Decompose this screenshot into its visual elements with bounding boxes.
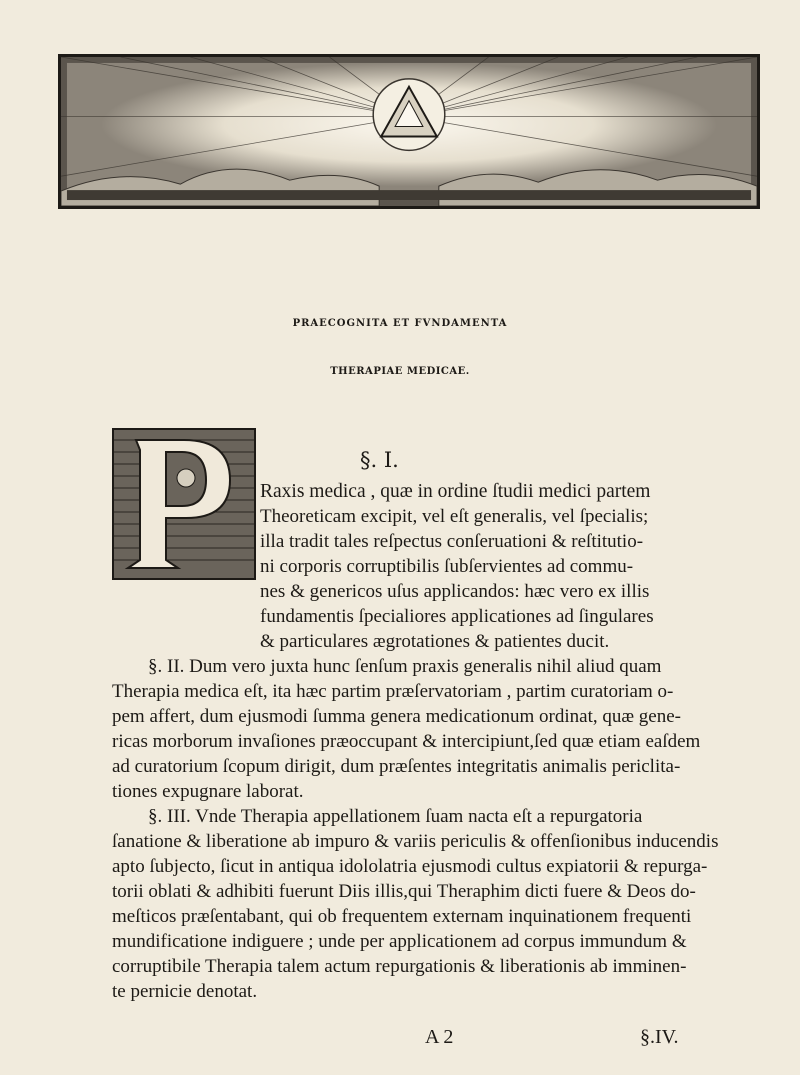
text-line: corruptibile Therapia talem actum repurgationis & liberationis ab imminen- xyxy=(112,956,687,977)
text-line: ſanatione & liberatione ab impuro & variis periculis & offenſionibus inducendis xyxy=(112,831,719,852)
text-line: tiones expugnare laborat. xyxy=(112,781,304,802)
text-line: Therapia medica eſt, ita hæc partim præſervatoriam , partim curatoriam o- xyxy=(112,681,674,702)
text-line: nes & genericos uſus applicandos: hæc vero ex illis xyxy=(260,581,650,602)
decorated-initial-p xyxy=(112,428,256,580)
text-line: fundamentis ſpecialiores applicationes ad ſingulares xyxy=(260,606,654,627)
text-line: pem affert, dum ejusmodi ſumma genera medicationum ordinat, quæ gene- xyxy=(112,706,681,727)
text-line: ricas morborum invaſiones præoccupant & intercipiunt,ſed quæ etiam eaſdem xyxy=(112,731,701,752)
letter-p-ornament-icon xyxy=(114,430,254,578)
text-line: §. III. Vnde Therapia appellationem ſuam nacta eſt a repurgatoria xyxy=(148,806,643,827)
text-line: & particulares ægrotationes & patientes ducit. xyxy=(260,631,610,652)
page-subtitle: THERAPIAE MEDICAE. xyxy=(330,366,470,377)
page-title: PRAECOGNITA ET FVNDAMENTA xyxy=(292,318,508,329)
text-line: torii oblati & adhibiti fuerunt Diis illis,qui Theraphim dicti fuere & Deos do- xyxy=(112,881,696,902)
text-line: Raxis medica , quæ in ordine ſtudii medici partem xyxy=(260,481,651,502)
text-line: Theoreticam excipit, vel eſt generalis, vel ſpecialis; xyxy=(260,506,649,527)
catchword: §.IV. xyxy=(640,1026,679,1048)
text-line: meſticos præſentabant, qui ob frequentem externam inquinationem frequenti xyxy=(112,906,692,927)
signature-mark: A 2 xyxy=(425,1026,454,1048)
headpiece-engraving xyxy=(58,54,760,209)
text-line: ad curatorium ſcopum dirigit, dum præſentes integritatis animalis periclita- xyxy=(112,756,681,777)
text-line: §. II. Dum vero juxta hunc ſenſum praxis generalis nihil aliud quam xyxy=(148,656,662,677)
radiant-triangle-emblem xyxy=(61,57,757,206)
text-line: ni corporis corruptibilis ſubſervientes ad commu- xyxy=(260,556,634,577)
text-line: mundificatione indiguere ; unde per applicationem ad corpus immundum & xyxy=(112,931,687,952)
text-line: apto ſubjecto, ſicut in antiqua idololatria ejusmodi cultus expiatorii & repurga- xyxy=(112,856,708,877)
text-line: illa tradit tales reſpectus conſeruationi & reſtitutio- xyxy=(260,531,644,552)
section-number: §. I. xyxy=(360,448,399,472)
text-line: te pernicie denotat. xyxy=(112,981,258,1002)
